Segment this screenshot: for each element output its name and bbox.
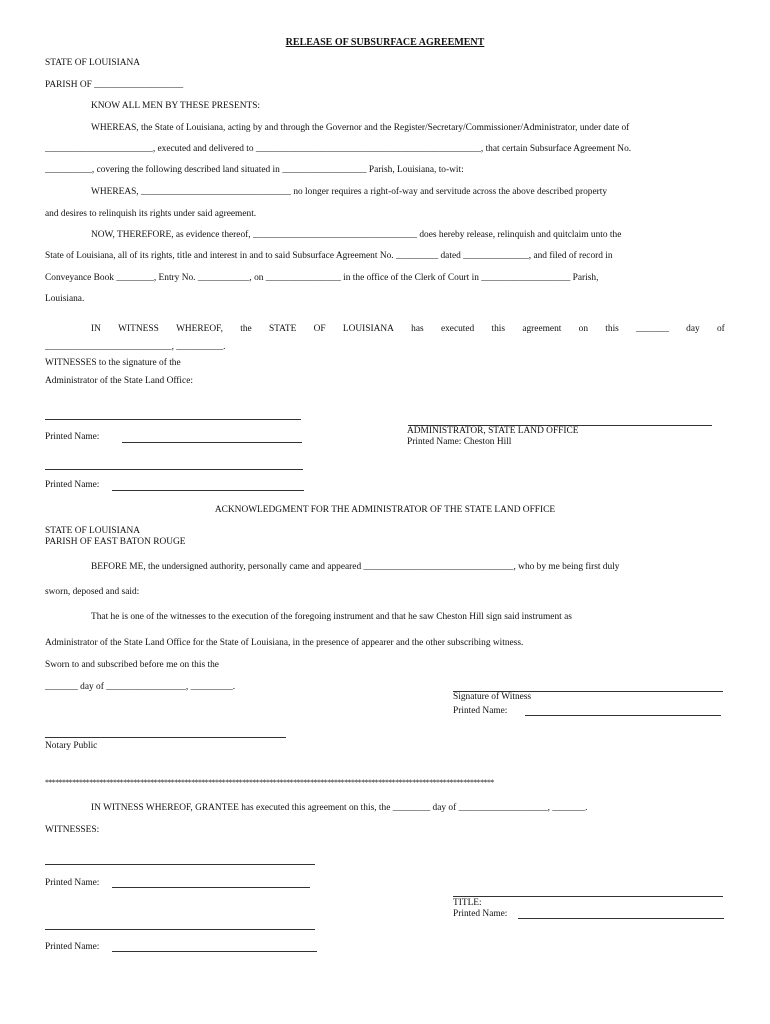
witness-word: has <box>411 324 424 334</box>
witness-word: WHEREOF, <box>176 324 223 334</box>
asterisk-separator: ************************************************************************************************************************************ <box>45 778 494 787</box>
ack-printed-name-label: Printed Name: <box>453 706 508 716</box>
parish-heading: PARISH OF ___________________ <box>45 80 184 90</box>
that-he-clause: That he is one of the witnesses to the execution of the foregoing instrument and that he saw Cheston Hill sign said instrument as <box>91 612 572 622</box>
witness-word: on <box>578 324 589 334</box>
sworn-to-subscribed: Sworn to and subscribed before me on this the <box>45 660 219 670</box>
grantee-witness-signature-line-2 <box>45 929 315 930</box>
acknowledgment-heading: ACKNOWLEDGMENT FOR THE ADMINISTRATOR OF THE STATE LAND OFFICE <box>214 505 556 515</box>
witness-word: OF <box>313 324 326 334</box>
signature-of-witness-label: Signature of Witness <box>453 692 532 702</box>
grantee-printed-name-line-right <box>518 918 724 919</box>
notary-public-label: Notary Public <box>45 741 98 751</box>
grantee-printed-name-line-2 <box>112 951 317 952</box>
ack-printed-name-line <box>525 715 721 716</box>
witness-word: the <box>240 324 252 334</box>
witness-signature-line-2 <box>45 469 303 470</box>
notary-signature-line <box>45 737 286 738</box>
printed-name-label-1: Printed Name: <box>45 432 100 442</box>
witness-word: LOUISIANA <box>342 324 394 334</box>
before-me-clause: BEFORE ME, the undersigned authority, personally came and appeared ________________________________, who by me being first duly <box>91 562 620 572</box>
whereas-clause-2: WHEREAS, ________________________________ no longer requires a right-of-way and servitude across the above described property <box>91 187 608 197</box>
administrator-printed-name: Printed Name: Cheston Hill <box>407 437 512 447</box>
ack-parish: PARISH OF EAST BATON ROUGE <box>45 537 186 547</box>
know-all-men: KNOW ALL MEN BY THESE PRESENTS: <box>91 101 261 111</box>
witness-word: of <box>716 324 725 334</box>
grantee-signature-line <box>453 896 723 897</box>
witness-word: STATE <box>268 324 297 334</box>
grantee-printed-name-label-2: Printed Name: <box>45 942 100 952</box>
witness-word: this <box>491 324 506 334</box>
grantee-title-label: TITLE: <box>453 898 482 908</box>
ack-day-of-line: _______ day of _________________, _________. <box>45 682 236 692</box>
now-therefore-clause: NOW, THEREFORE, as evidence thereof, ___________________________________ does hereby release, relinquish and quitclaim unto the <box>91 230 622 240</box>
witness-word: WITNESS <box>118 324 159 334</box>
grantee-printed-name-label-1: Printed Name: <box>45 878 100 888</box>
grantee-printed-name-line-1 <box>112 887 310 888</box>
body-line-9: Louisiana. <box>45 294 85 304</box>
witnesses-to-signature: WITNESSES to the signature of the <box>45 358 181 368</box>
printed-name-line-2 <box>112 490 304 491</box>
body-line-2: _______________________, executed and delivered to ________________________________________________, that certain Subsurface Agreement No. <box>45 144 632 154</box>
grantee-witness-signature-line-1 <box>45 864 315 865</box>
body-line-8: Conveyance Book ________, Entry No. ___________, on ________________ in the office of the Clerk of Court in ___________________ Parish, <box>45 273 599 283</box>
witness-word: _______ <box>636 324 669 334</box>
administrator-title: ADMINISTRATOR, STATE LAND OFFICE <box>407 426 579 436</box>
document-title: RELEASE OF SUBSURFACE AGREEMENT <box>285 37 485 48</box>
body-line-3: __________, covering the following described land situated in __________________ Parish, Louisiana, to-wit: <box>45 165 464 175</box>
printed-name-line-1 <box>122 442 302 443</box>
witness-signature-line-1 <box>45 419 301 420</box>
witness-word: IN <box>91 324 101 334</box>
witness-word: agreement <box>522 324 562 334</box>
grantee-printed-name-label-right: Printed Name: <box>453 909 508 919</box>
witness-date-line: ___________________________, __________. <box>45 342 226 352</box>
sworn-deposed: sworn, deposed and said: <box>45 587 140 597</box>
body-line-7: State of Louisiana, all of its rights, title and interest in and to said Subsurface Agreement No. _________ dated ______________, and filed of record in <box>45 251 613 261</box>
witness-word: executed <box>440 324 475 334</box>
in-witness-clause <box>91 324 725 334</box>
grantee-witnesses-label: WITNESSES: <box>45 825 100 835</box>
administrator-of-land-office: Administrator of the State Land Office: <box>45 376 193 386</box>
grantee-witness-clause: IN WITNESS WHEREOF, GRANTEE has executed this agreement on this, the ________ day of ___________________, _______. <box>91 803 588 813</box>
witness-word: this <box>605 324 619 334</box>
administrator-clause: Administrator of the State Land Office for the State of Louisiana, in the presence of appearer and the other subscribing witness. <box>45 638 524 648</box>
whereas-clause-1: WHEREAS, the State of Louisiana, acting by and through the Governor and the Register/Secretary/Commissioner/Administrator, under date of <box>91 123 630 133</box>
body-line-5: and desires to relinquish its rights under said agreement. <box>45 209 257 219</box>
state-heading: STATE OF LOUISIANA <box>45 58 141 68</box>
printed-name-label-2: Printed Name: <box>45 480 100 490</box>
ack-state: STATE OF LOUISIANA <box>45 526 141 536</box>
witness-word: day <box>686 324 700 334</box>
